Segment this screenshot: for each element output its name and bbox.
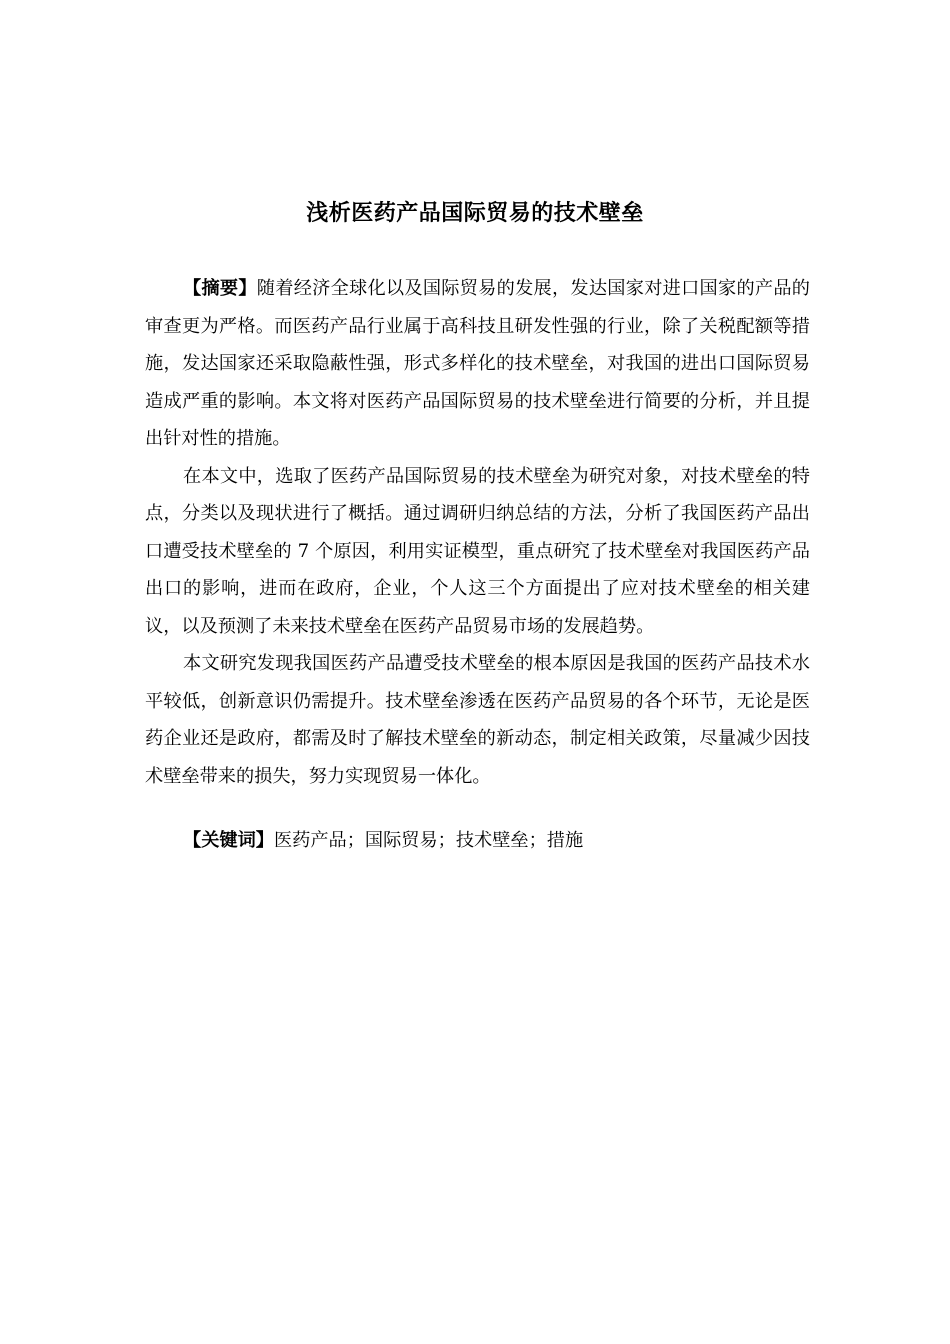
abstract-section	[145, 270, 810, 795]
document-title: 浅析医药产品国际贸易的技术壁垒	[306, 201, 644, 226]
keywords-label: 【关键词】	[183, 830, 274, 851]
abstract-paragraph-3: 本文研究发现我国医药产品遭受技术壁垒的根本原因是我国的医药产品技术水平较低，创新意识仍需提升。技术壁垒渗透在医药产品贸易的各个环节，无论是医药企业还是政府，都需及时了解技术壁垒的新动态，制定相关政策，尽量减少因技术壁垒带来的损失，努力实现贸易一体化。	[145, 653, 810, 787]
abstract-label: 【摘要】	[183, 278, 257, 299]
keywords-text: 医药产品；国际贸易；技术壁垒；措施	[273, 830, 584, 851]
abstract-paragraph-1-text: 随着经济全球化以及国际贸易的发展，发达国家对进口国家的产品的审查更为严格。而医药产品行业属于高科技且研发性强的行业，除了关税配额等措施，发达国家还采取隐蔽性强，形式多样化的技术壁垒，对我国的进出口国际贸易造成严重的影响。本文将对医药产品国际贸易的技术壁垒进行简要的分析，并且提出针对性的措施。	[145, 278, 810, 449]
keywords-line	[145, 822, 810, 860]
abstract-paragraph-2: 在本文中，选取了医药产品国际贸易的技术壁垒为研究对象，对技术壁垒的特点，分类以及现状进行了概括。通过调研归纳总结的方法，分析了我国医药产品出口遭受技术壁垒的 7 个原因，利用实证模型，重点研究了技术壁垒对我国医药产品出口的影响，进而在政府，企业，个人这三个方面提出了应对技术壁垒的相关建议，以及预测了未来技术壁垒在医药产品贸易市场的发展趋势。	[145, 465, 810, 637]
abstract-paragraph-1	[145, 270, 810, 458]
